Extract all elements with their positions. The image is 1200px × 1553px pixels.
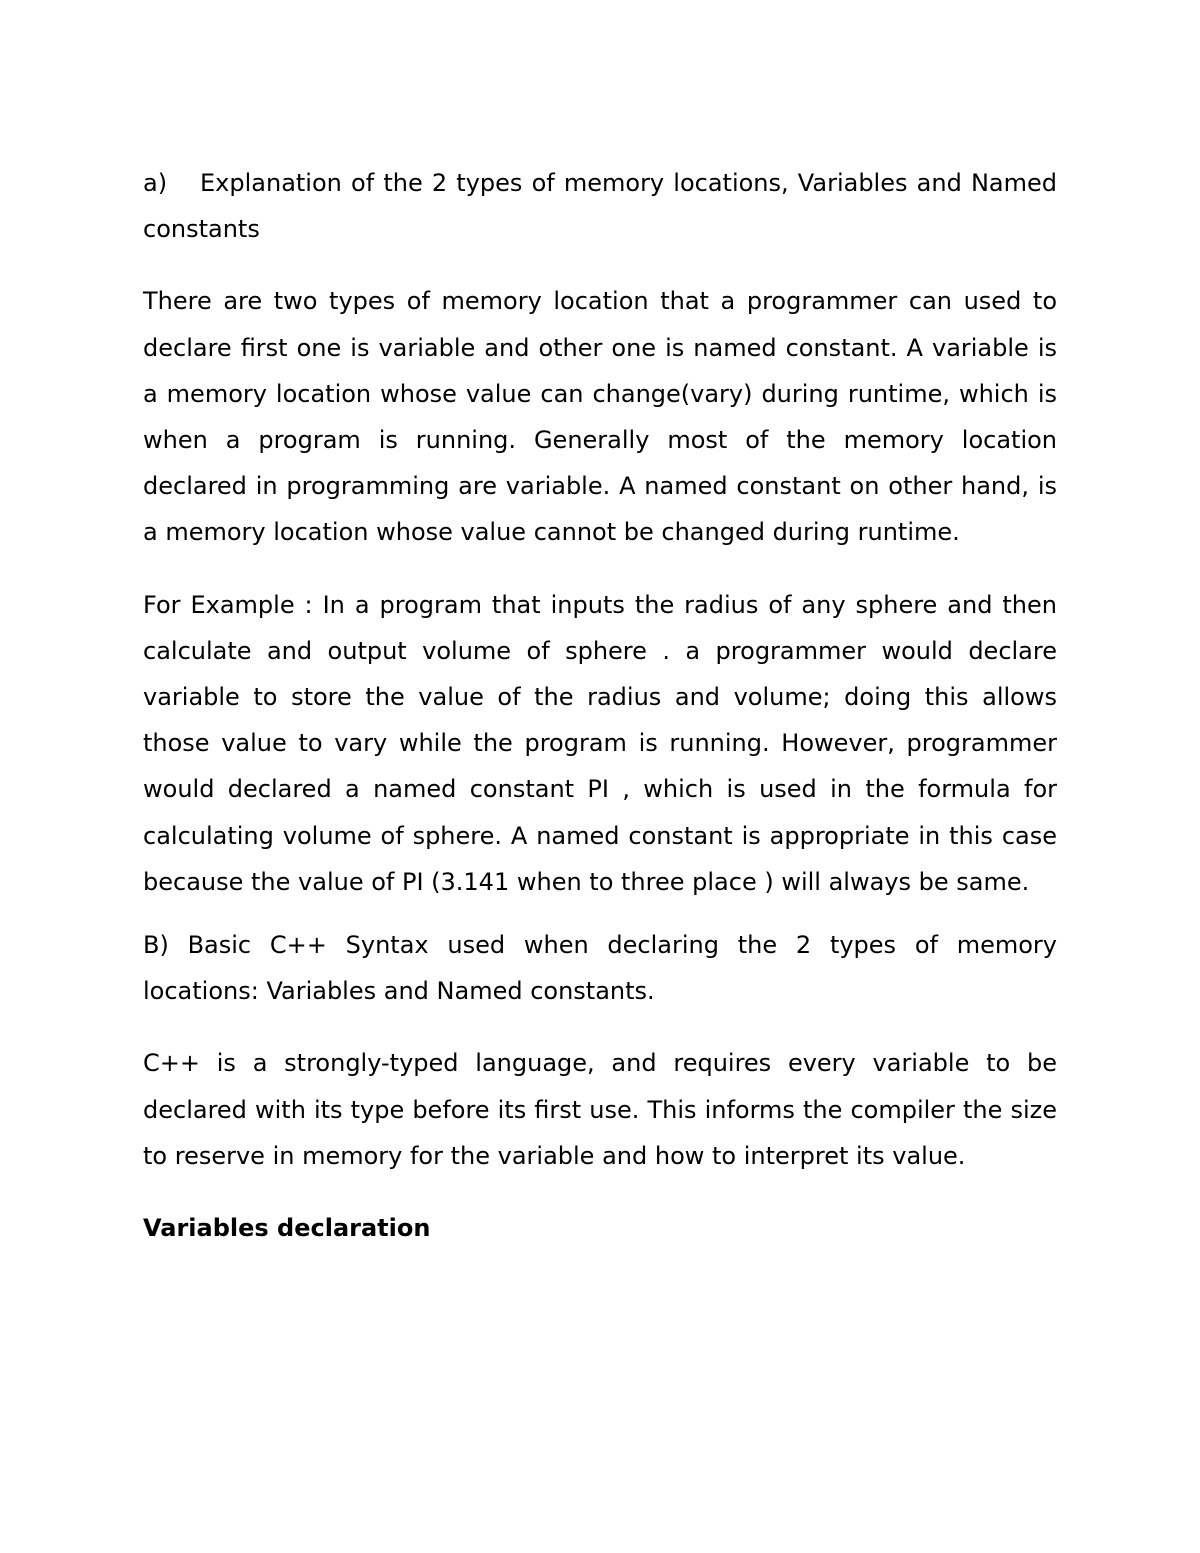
paragraph-example: For Example : In a program that inputs the radius of any sphere and then calculate and output volume of sphere . a programmer would declare variable to store the value of the radius and volume; doing this allows those value to vary while the program is running. However, programmer would declared a named constant PI , which is used in the formula for calculating volume of sphere. A named constant is appropriate in this case because the value of PI (3.141 when to three place ) will always be same. [143,590,1057,896]
document-page [143,160,1057,1251]
paragraph-strongly-typed: C++ is a strongly-typed language, and requires every variable to be declared with its type before its first use. This informs the compiler the size to reserve in memory for the variable and how to interpret its value. [143,1049,1057,1170]
section-b-heading: B) Basic C++ Syntax used when declaring the 2 types of memory locations: Variables and Named constants. [143,931,1057,1006]
variables-declaration-heading: Variables declaration [143,1214,431,1243]
section-a-heading [143,160,1057,252]
section-a-heading-text: Explanation of the 2 types of memory locations, Variables and Named constants [143,169,1057,244]
section-a-label: a) [143,169,168,197]
paragraph-memory-locations: There are two types of memory location that a programmer can used to declare first one is variable and other one is named constant. A variable is a memory location whose value can change(vary) during runtime, which is when a program is running. Generally most of the memory location declared in programming are variable. A named constant on other hand, is a memory location whose value cannot be changed during runtime. [143,287,1057,547]
